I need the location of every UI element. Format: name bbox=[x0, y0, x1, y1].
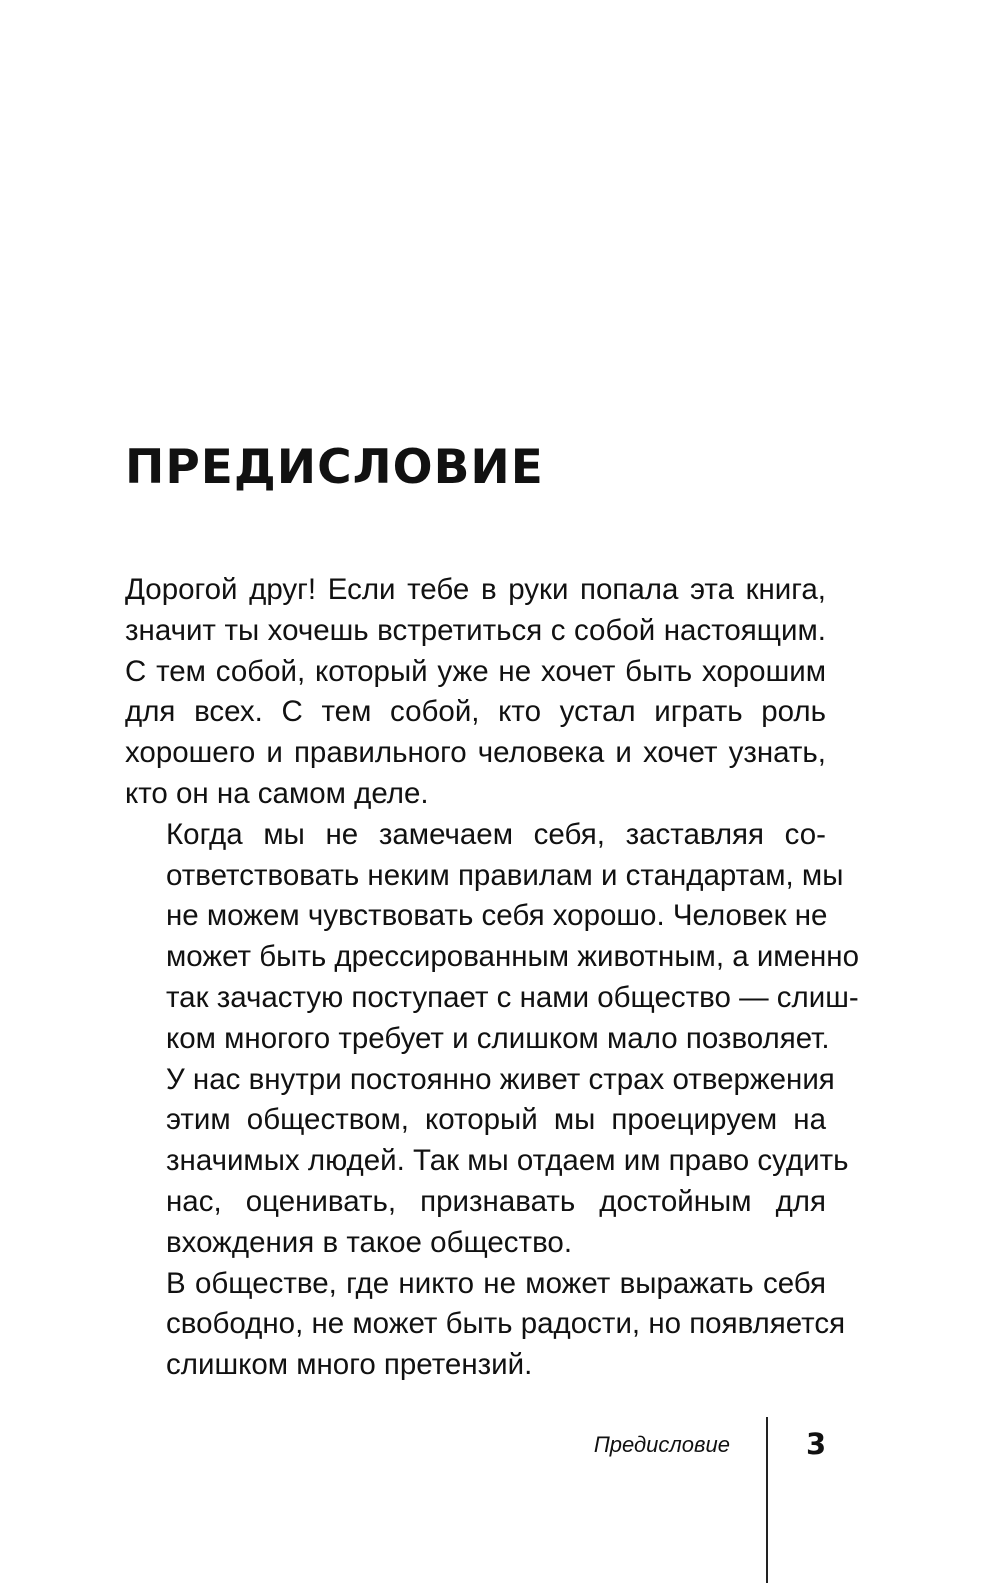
page-number: 3 bbox=[806, 1427, 827, 1461]
text-line: вхождения в такое общество. bbox=[166, 1225, 573, 1259]
text-line: так зачастую поступает с нами общество — слиш- bbox=[166, 980, 859, 1014]
text-line: С тем собой, который уже не хочет быть хорошим bbox=[125, 654, 826, 688]
text-line: ответствовать неким правилам и стандартам, мы bbox=[166, 858, 844, 892]
paragraph-1 bbox=[125, 570, 826, 815]
text-line: не можем чувствовать себя хорошо. Человек не bbox=[166, 899, 828, 933]
paragraph-3 bbox=[125, 1060, 849, 1264]
text-line: значит ты хочешь встретиться с собой настоящим. bbox=[125, 613, 826, 647]
text-line: В обществе, где никто не может выражать себя bbox=[166, 1266, 826, 1300]
running-head: Предисловие bbox=[593, 1432, 730, 1457]
text-line: этим обществом, который мы проецируем на bbox=[166, 1103, 826, 1137]
chapter-title: ПРЕДИСЛОВИЕ bbox=[125, 440, 544, 495]
text-line: кто он на самом деле. bbox=[125, 776, 429, 810]
paragraph-4 bbox=[125, 1264, 846, 1386]
text-line: может быть дрессированным животным, а именно bbox=[166, 940, 859, 974]
text-line: Дорогой друг! Если тебе в руки попала эта книга, bbox=[125, 573, 826, 606]
text-line: слишком много претензий. bbox=[166, 1348, 533, 1382]
text-line: ком многого требует и слишком мало позволяет. bbox=[166, 1021, 830, 1055]
text-line: Когда мы не замечаем себя, заставляя со- bbox=[166, 817, 826, 851]
body-text bbox=[125, 570, 859, 1386]
text-line: нас, оценивать, признавать достойным для bbox=[166, 1184, 826, 1218]
text-line: хорошего и правильного человека и хочет узнать, bbox=[125, 736, 826, 770]
text-line: значимых людей. Так мы отдаем им право судить bbox=[166, 1144, 849, 1178]
text-line: свободно, не может быть радости, но появляется bbox=[166, 1307, 846, 1341]
footer-divider bbox=[766, 1417, 768, 1583]
paragraph-2 bbox=[125, 815, 859, 1060]
text-line: для всех. С тем собой, кто устал играть роль bbox=[125, 695, 826, 729]
text-line: У нас внутри постоянно живет страх отвержения bbox=[166, 1062, 835, 1096]
